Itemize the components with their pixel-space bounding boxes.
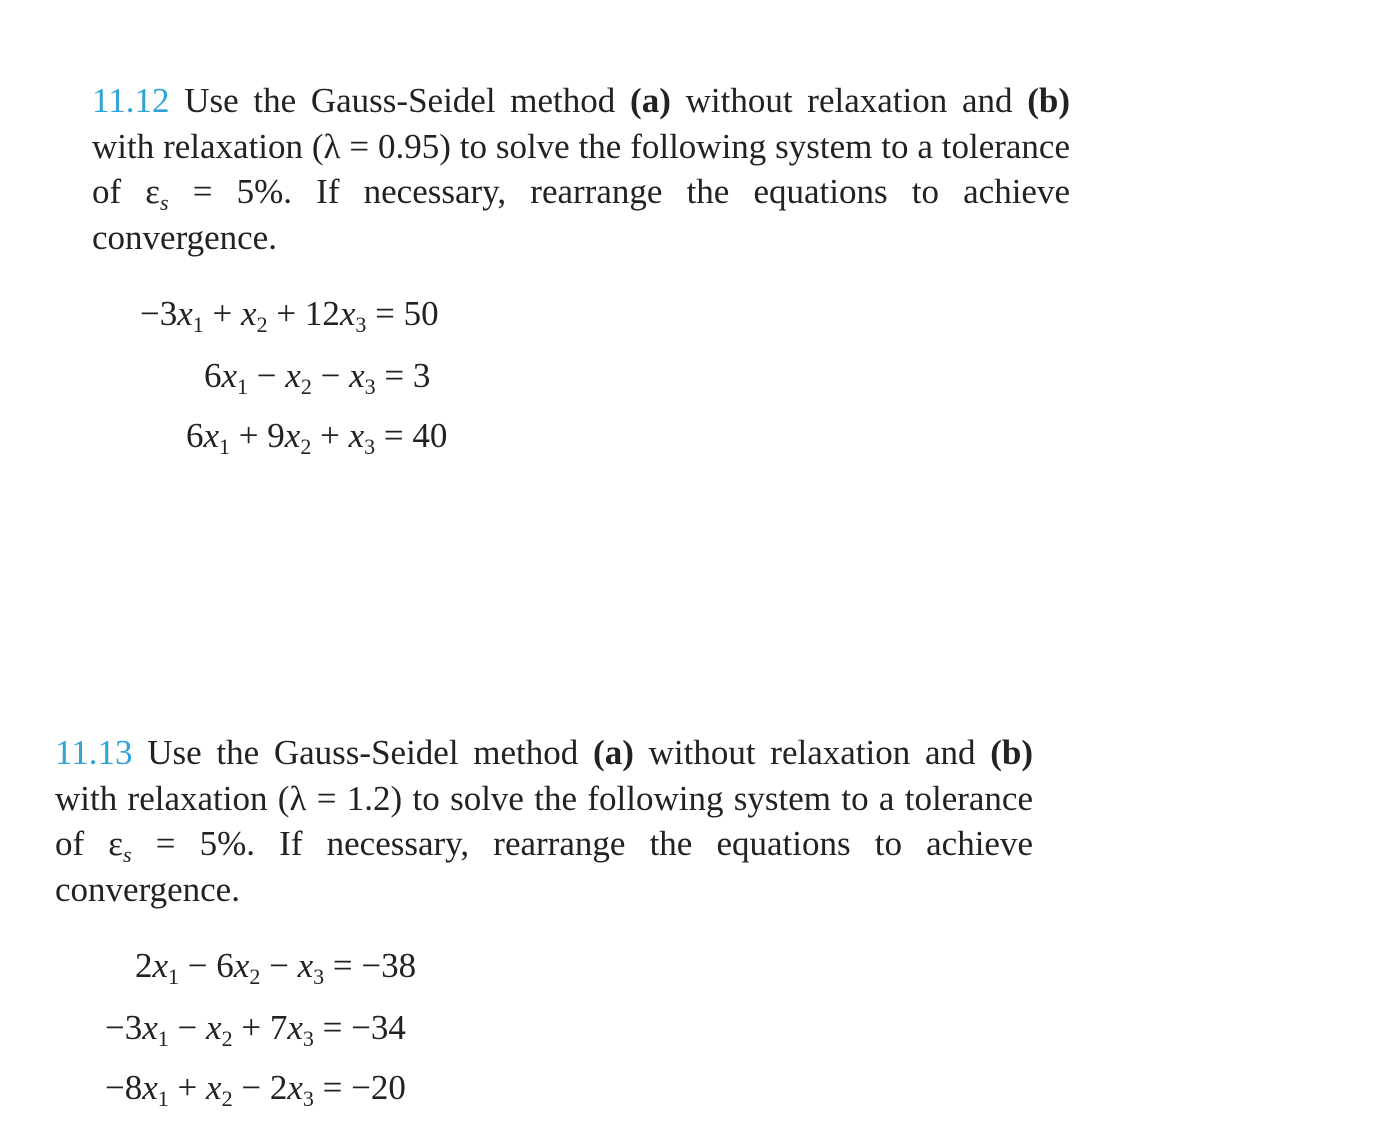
epsilon-subscript: s: [123, 842, 132, 867]
statement-text: with relaxation (λ = 1.2) to solve the following system to a tolerance of ε: [55, 778, 1033, 863]
problem-11-12: [92, 78, 1070, 486]
equation-2: $-3x_1 - x_2 + 7x_3 = -34$: [105, 1008, 406, 1051]
problem-number: 11.12: [92, 81, 170, 120]
statement-text: without relaxation and: [685, 81, 1013, 120]
statement-text: = 5%. If necessary, rearrange the equations to achieve convergence.: [92, 172, 1071, 257]
equation-1: $-3x_1 + x_2 + 12x_3 = 50$: [140, 294, 439, 337]
part-b-label: (b): [990, 733, 1034, 772]
part-b-label: (b): [1027, 81, 1071, 120]
equation-2: $6x_1 - x_2 - x_3 = 3$: [204, 356, 431, 399]
part-a-label: (a): [630, 81, 671, 120]
problem-statement: [92, 78, 1070, 260]
equation-system: [55, 938, 1033, 1138]
part-a-label: (a): [593, 733, 634, 772]
problem-statement: [55, 730, 1033, 912]
equation-system: [92, 286, 1070, 486]
statement-text: Use the Gauss-Seidel method: [184, 81, 616, 120]
equation-3: $6x_1 + 9x_2 + x_3 = 40$: [186, 416, 448, 459]
epsilon-subscript: s: [160, 190, 169, 215]
statement-text: without relaxation and: [648, 733, 976, 772]
statement-text: = 5%. If necessary, rearrange the equations to achieve convergence.: [55, 824, 1034, 909]
statement-text: Use the Gauss-Seidel method: [147, 733, 579, 772]
equation-1: $2x_1 - 6x_2 - x_3 = -38$: [135, 946, 417, 989]
problem-number: 11.13: [55, 733, 133, 772]
statement-text: with relaxation (λ = 0.95) to solve the following system to a tolerance of ε: [92, 126, 1070, 211]
equation-3: $-8x_1 + x_2 - 2x_3 = -20$: [105, 1068, 406, 1111]
problem-11-13: [55, 730, 1033, 1138]
